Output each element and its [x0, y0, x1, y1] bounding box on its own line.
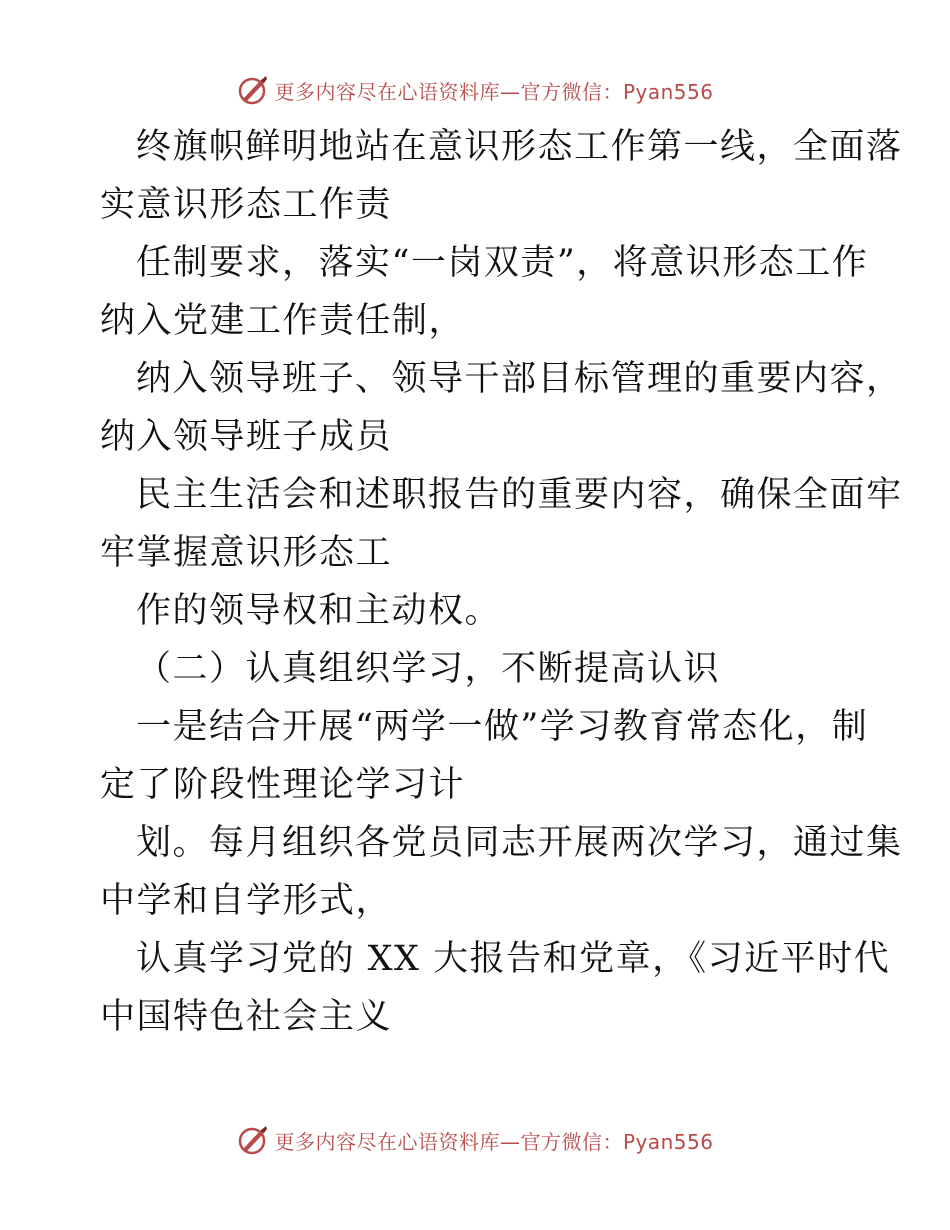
text-line: 划。每月组织各党员同志开展两次学习，通过集: [136, 823, 903, 863]
text-line: 作的领导权和主动权。: [136, 591, 502, 631]
banner-text: 更多内容尽在心语资料库—官方微信：Pyan556: [274, 1129, 714, 1154]
text-line: 牢掌握意识形态工: [100, 533, 393, 573]
text-line: 中学和自学形式，: [100, 881, 393, 921]
text-line: 纳入领导班子成员: [100, 417, 393, 457]
text-line: 认真学习党的 XX 大报告和党章，《习近平时代: [136, 939, 891, 979]
text-line: 一是结合开展“两学一做”学习教育常态化，制: [136, 707, 869, 747]
text-line: 纳入领导班子、领导干部目标管理的重要内容，: [136, 359, 903, 399]
text-line: 纳入党建工作责任制，: [100, 301, 466, 341]
banner-text: 更多内容尽在心语资料库—官方微信：Pyan556: [274, 79, 714, 104]
text-line: 中国特色社会主义: [100, 997, 393, 1037]
text-line: （二）认真组织学习，不断提高认识: [136, 649, 721, 689]
pen-logo-icon: [236, 73, 270, 107]
text-line: 民主生活会和述职报告的重要内容，确保全面牢: [136, 475, 903, 515]
pen-logo-icon: [236, 1123, 270, 1157]
footer-banner: [0, 1120, 950, 1160]
header-banner: [0, 70, 950, 110]
text-line: 定了阶段性理论学习计: [100, 765, 466, 805]
text-line: 实意识形态工作责: [100, 185, 393, 225]
text-line: 任制要求，落实“一岗双责”，将意识形态工作: [136, 243, 869, 283]
document-body: [100, 118, 903, 1046]
text-line: 终旗帜鲜明地站在意识形态工作第一线，全面落: [136, 127, 903, 167]
